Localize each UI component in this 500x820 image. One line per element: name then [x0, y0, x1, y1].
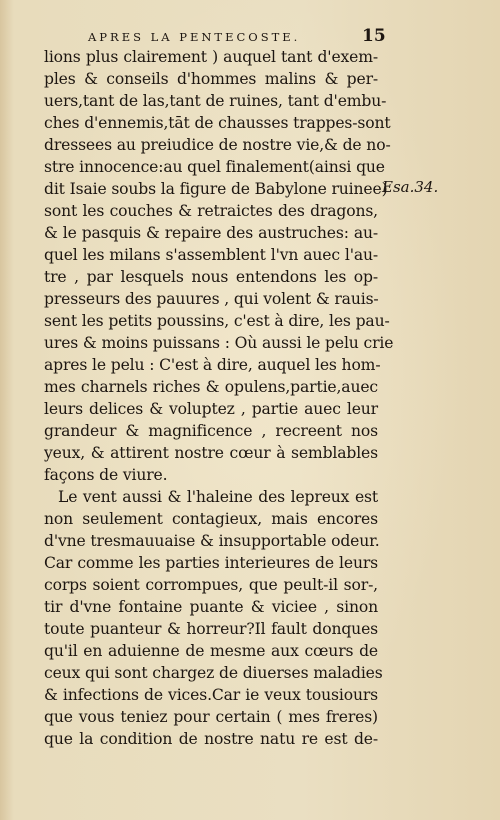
text-line: toute puanteur & horreur?Il fault donques: [44, 620, 378, 638]
text-line: & infections de vices.Car ie veux tousiours: [44, 686, 378, 704]
text-line: Car comme les parties interieures de leurs: [44, 554, 378, 572]
text-line: yeux, & attirent nostre cœur à semblables: [44, 444, 378, 462]
text-line: sont les couches & retraictes des dragons,: [44, 202, 378, 220]
text-line: qu'il en aduienne de mesme aux cœurs de: [44, 642, 378, 660]
text-line: sent les petits poussins, c'est à dire, les pau-: [44, 312, 390, 330]
text-line: que vous teniez pour certain ( mes freres): [44, 708, 378, 726]
text-line: dressees au preiudice de nostre vie,& de no-: [44, 136, 391, 154]
text-line: stre innocence:au quel finalement(ainsi que: [44, 158, 385, 176]
text-line: que la condition de nostre natu re est de-: [44, 730, 378, 748]
text-line: tir d'vne fontaine puante & viciee , sinon: [44, 598, 378, 616]
text-line: uers,tant de las,tant de ruines, tant d'embu-: [44, 92, 387, 110]
text-line: leurs delices & voluptez , partie auec leur: [44, 400, 378, 418]
text-line: façons de viure.: [44, 466, 168, 484]
text-line: tre , par lesquels nous entendons les op-: [44, 268, 378, 286]
text-line: ceux qui sont chargez de diuerses maladies: [44, 664, 383, 682]
text-line: corps soient corrompues, que peult-il sor-,: [44, 576, 378, 594]
text-line: Le vent aussi & l'haleine des lepreux est: [58, 488, 378, 506]
running-head: APRES LA PENTECOSTE.: [88, 30, 301, 44]
page-number: 15: [362, 26, 386, 46]
text-line: lions plus clairement ) auquel tant d'exem-: [44, 48, 378, 66]
text-line: presseurs des pauures , qui volent & rauis-: [44, 290, 379, 308]
text-line: quel les milans s'assemblent l'vn auec l'au-: [44, 246, 378, 264]
body-text: [44, 46, 394, 750]
marginal-note: Esa.34.: [382, 178, 439, 196]
text-line: apres le pelu : C'est à dire, auquel les hom-: [44, 356, 381, 374]
text-line: ches d'ennemis,tāt de chausses trappes-sont: [44, 114, 391, 132]
text-line: d'vne tresmauuaise & insupportable odeur.: [44, 532, 380, 550]
text-line: dit Isaie soubs la figure de Babylone ruinee): [44, 180, 388, 198]
text-line: mes charnels riches & opulens,partie,auec: [44, 378, 378, 396]
text-line: ples & conseils d'hommes malins & per-: [44, 70, 378, 88]
text-line: ures & moins puissans : Où aussi le pelu crie: [44, 334, 394, 352]
text-line: grandeur & magnificence , recreent nos: [44, 422, 378, 440]
text-line: & le pasquis & repaire des austruches: au-: [44, 224, 378, 242]
text-line: non seulement contagieux, mais encores: [44, 510, 378, 528]
